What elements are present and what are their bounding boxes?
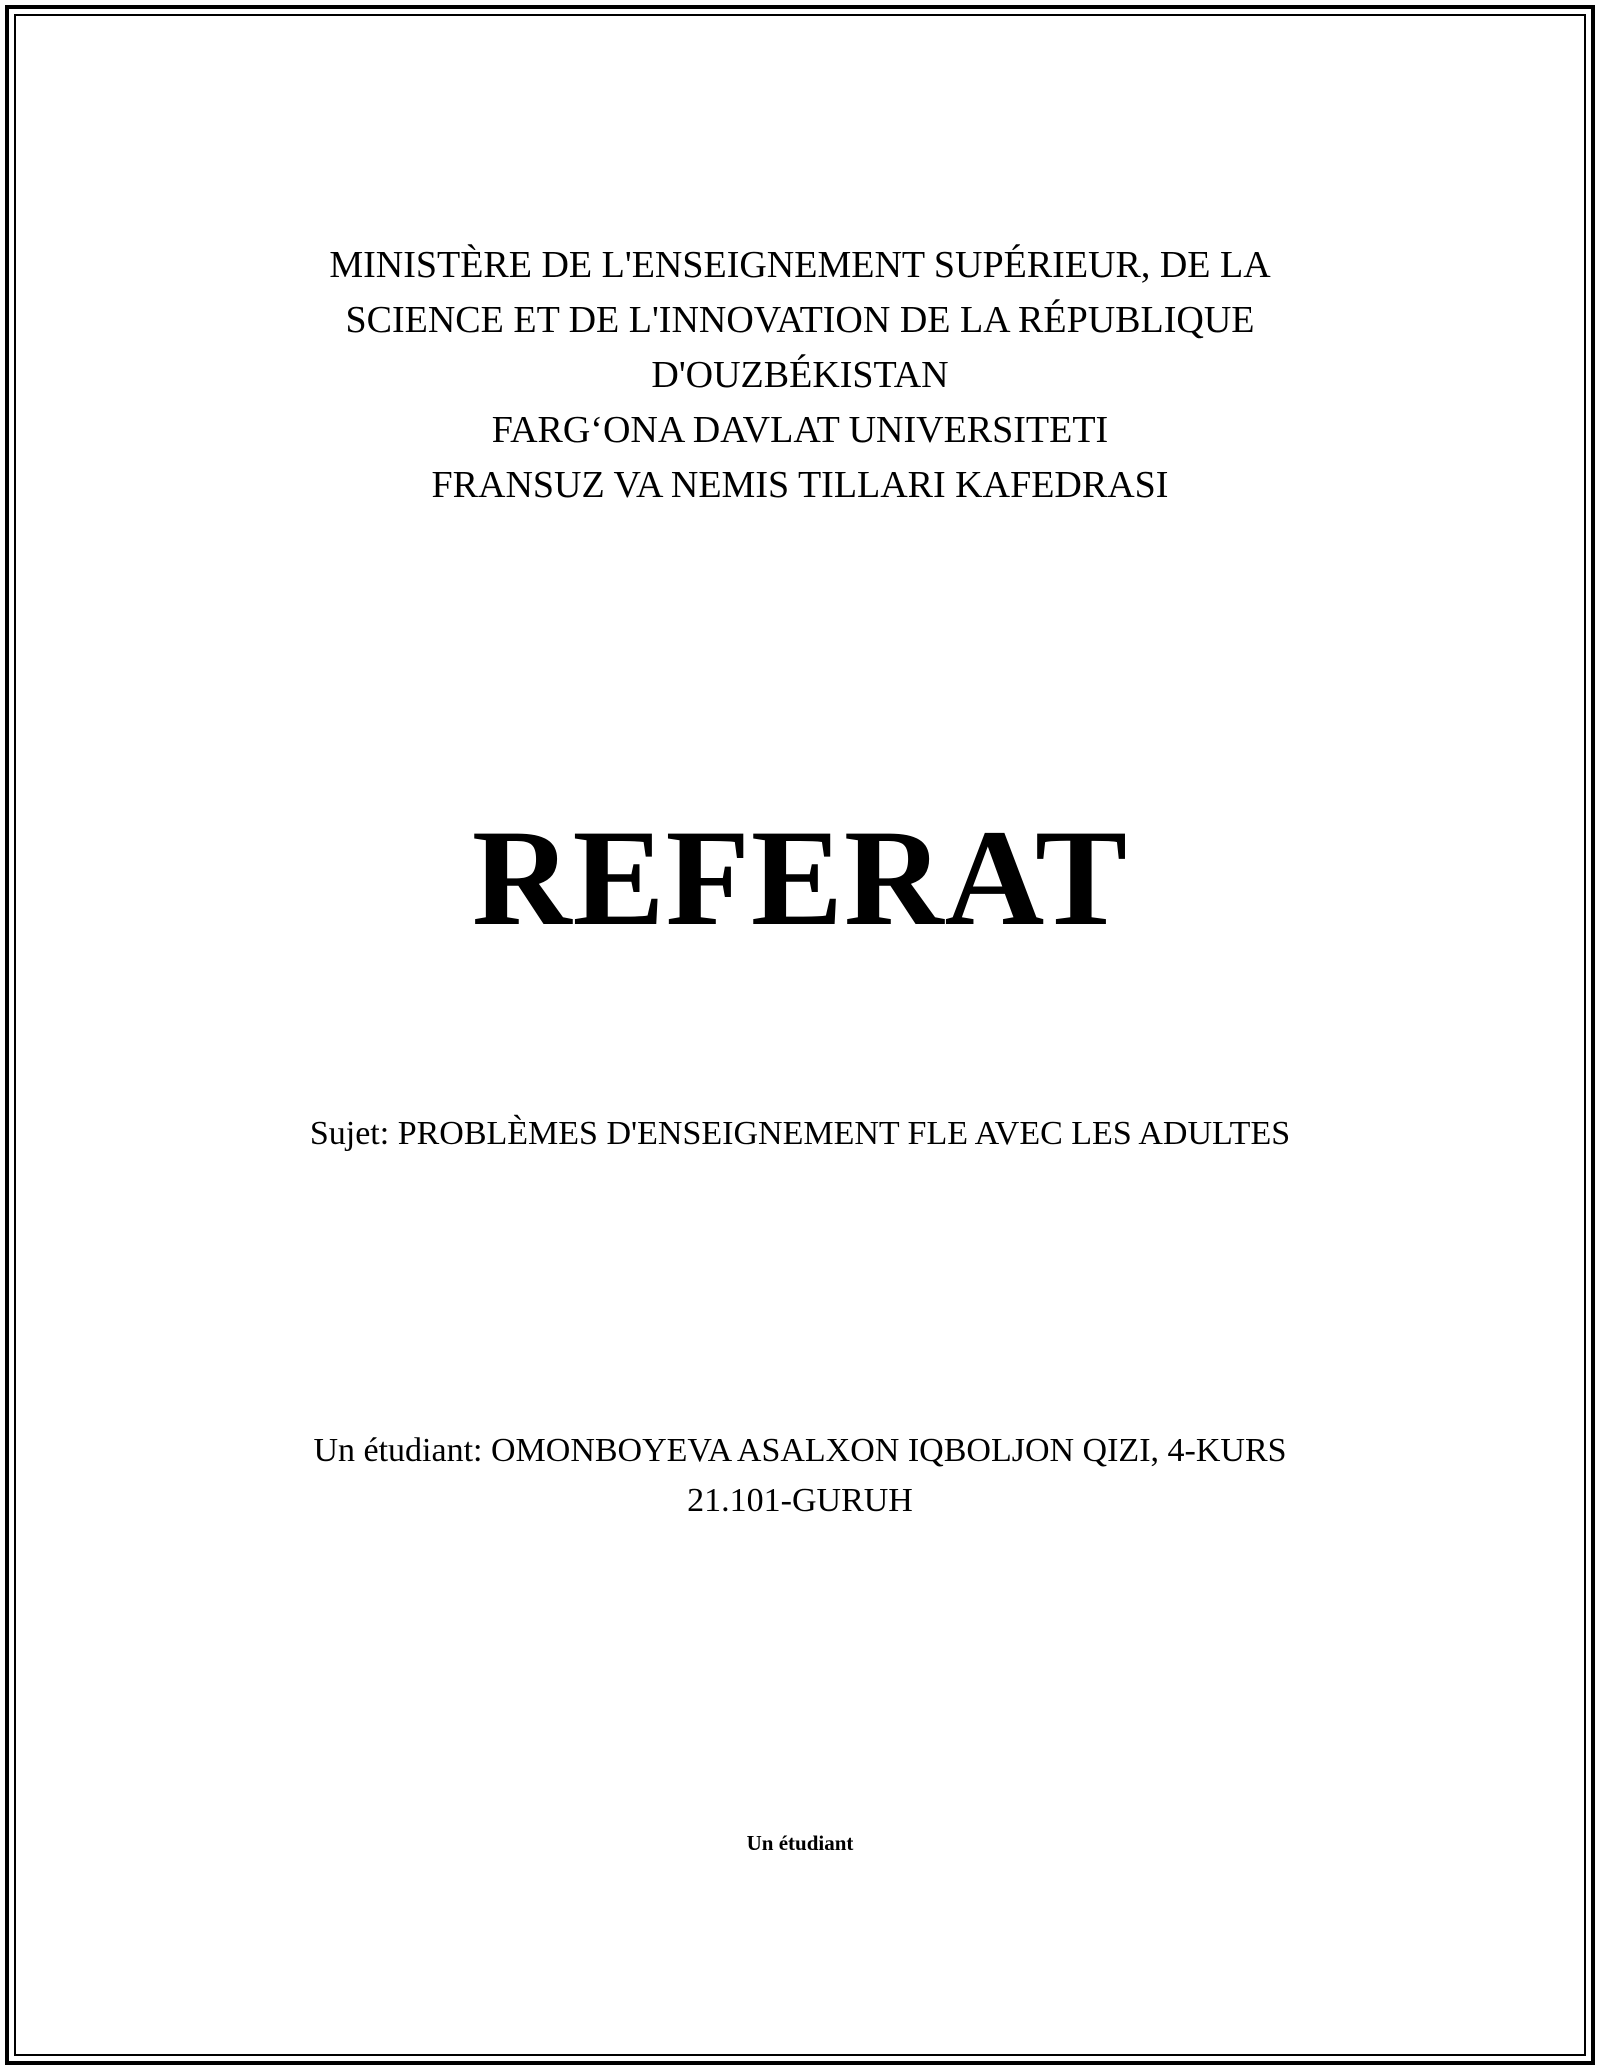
header-line-university: FARG‘ONA DAVLAT UNIVERSITETI <box>491 409 1109 451</box>
header-line-country: D'OUZBÉKISTAN <box>651 354 949 396</box>
header-line-department: FRANSUZ VA NEMIS TILLARI KAFEDRASI <box>431 464 1169 506</box>
subject-line: Sujet: PROBLÈMES D'ENSEIGNEMENT FLE AVEC LES ADULTES <box>309 1115 1291 1152</box>
header-line-ministry-2: SCIENCE ET DE L'INNOVATION DE LA RÉPUBLIQUE <box>345 299 1255 341</box>
footer-label: Un étudiant <box>746 1831 854 1855</box>
student-name-line: Un étudiant: OMONBOYEVA ASALXON IQBOLJON QIZI, 4-KURS <box>313 1432 1287 1469</box>
student-group-line: 21.101-GURUH <box>687 1482 913 1519</box>
student-info <box>0 1426 1600 1526</box>
header-line-ministry-1: MINISTÈRE DE L'ENSEIGNEMENT SUPÉRIEUR, DE LA <box>329 244 1271 286</box>
document-title: REFERAT <box>471 801 1129 954</box>
institution-header <box>0 238 1600 513</box>
